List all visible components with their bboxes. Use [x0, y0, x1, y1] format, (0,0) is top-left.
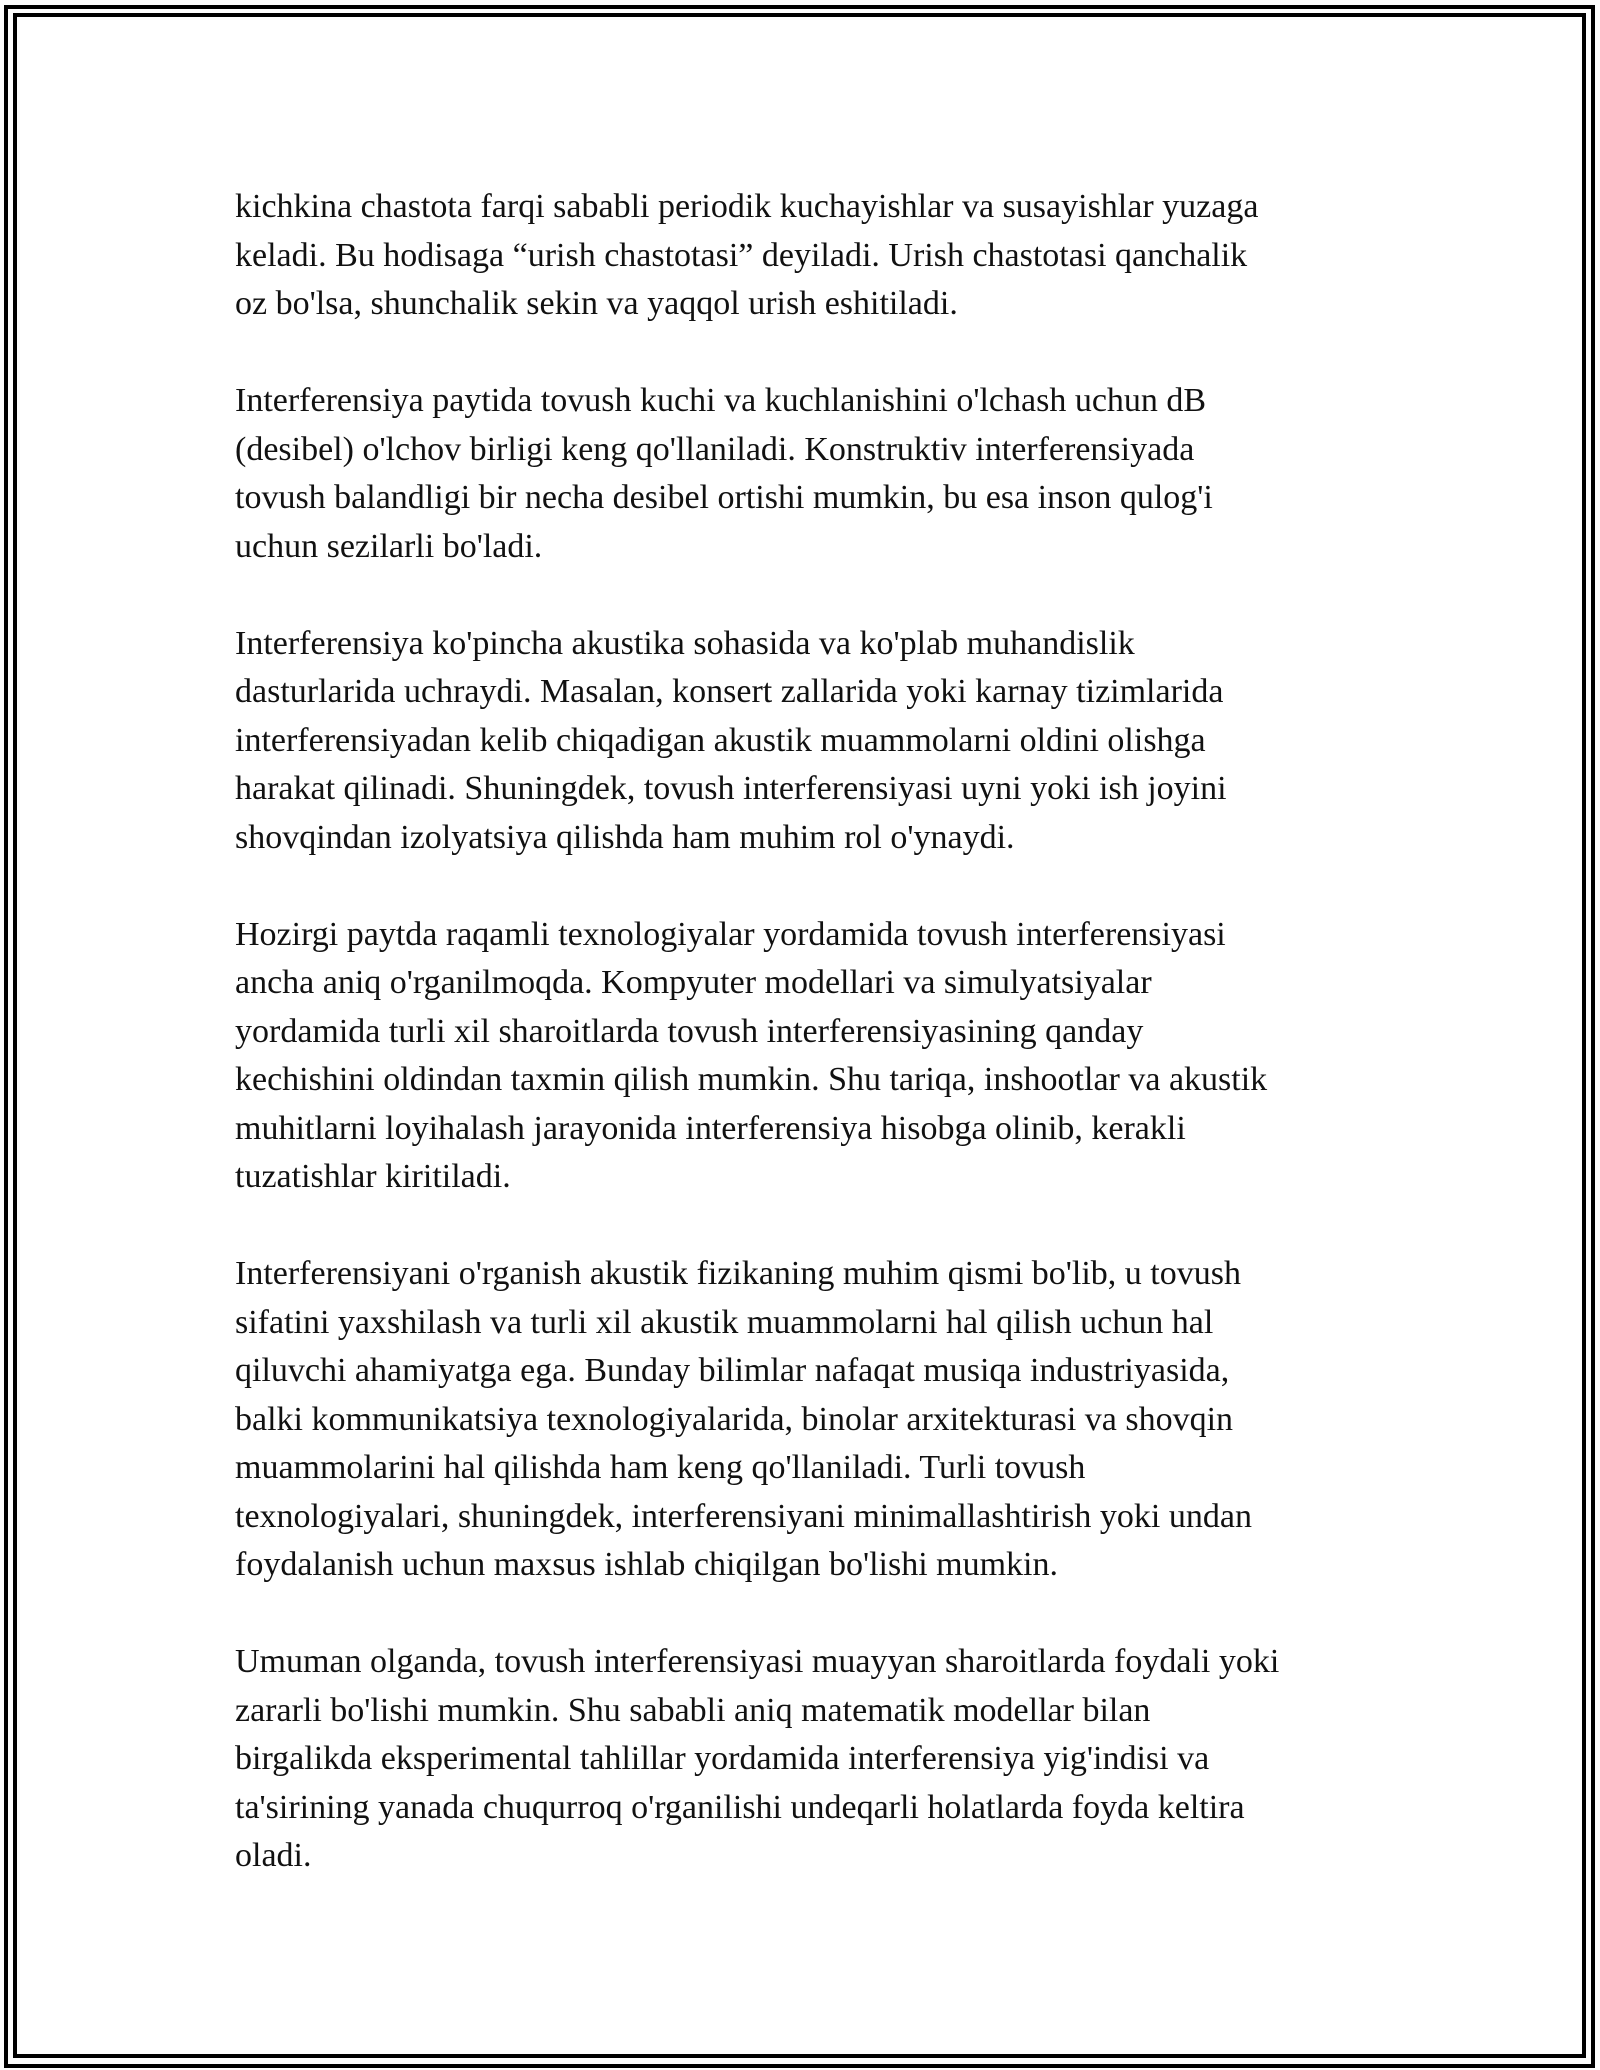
paragraph-6: Umuman olganda, tovush interferensiyasi muayyan sharoitlarda foydali yoki zararli bo'lishi mumkin. Shu sababli aniq matematik modellar bilan birgalikda eksperimental tahlillar yordamida interferensiya yig'indisi va ta'sirining yanada chuqurroq o'rganilishi undeqarli holatlarda foyda keltira oladi.: [235, 1643, 1280, 1874]
paragraph-4: Hozirgi paytda raqamli texnologiyalar yordamida tovush interferensiyasi ancha aniq o'rganilmoqda. Kompyuter modellari va simulyatsiyalar yordamida turli xil sharoitlarda tovush interferensiyasining qanday kechishini oldindan taxmin qilish mumkin. Shu tariqa, inshootlar va akustik muhitlarni loyihalash jarayonida interferensiya hisobga olinib, kerakli tuzatishlar kiritiladi.: [235, 915, 1268, 1195]
paragraph-2: Interferensiya paytida tovush kuchi va kuchlanishini o'lchash uchun dB (desibel) o'lchov birligi keng qo'llaniladi. Konstruktiv interferensiyada tovush balandligi bir necha desibel ortishi mumkin, bu esa inson qulog'i uchun sezilarli bo'ladi.: [235, 382, 1213, 565]
paragraph-1: kichkina chastota farqi sababli periodik kuchayishlar va susayishlar yuzaga keladi. Bu hodisaga “urish chastotasi” deyiladi. Urish chastotasi qanchalik oz bo'lsa, shunchalik sekin va yaqqol urish eshitiladi.: [235, 188, 1259, 322]
document-body: [235, 183, 1395, 1881]
paragraph-5: Interferensiyani o'rganish akustik fizikaning muhim qismi bo'lib, u tovush sifatini yaxshilash va turli xil akustik muammolarni hal qilish uchun hal qiluvchi ahamiyatga ega. Bunday bilimlar nafaqat musiqa industriyasida, balki kommunikatsiya texnologiyalarida, binolar arxitekturasi va shovqin muammolarini hal qilishda ham keng qo'llaniladi. Turli tovush texnologiyalari, shuningdek, interferensiyani minimallashtirish yoki undan foydalanish uchun maxsus ishlab chiqilgan bo'lishi mumkin.: [235, 1255, 1252, 1583]
paragraph-3: Interferensiya ko'pincha akustika sohasida va ko'plab muhandislik dasturlarida uchraydi. Masalan, konsert zallarida yoki karnay tizimlarida interferensiyadan kelib chiqadigan akustik muammolarni oldini olishga harakat qilinadi. Shuningdek, tovush interferensiyasi uyni yoki ish joyini shovqindan izolyatsiya qilishda ham muhim rol o'ynaydi.: [235, 624, 1227, 856]
